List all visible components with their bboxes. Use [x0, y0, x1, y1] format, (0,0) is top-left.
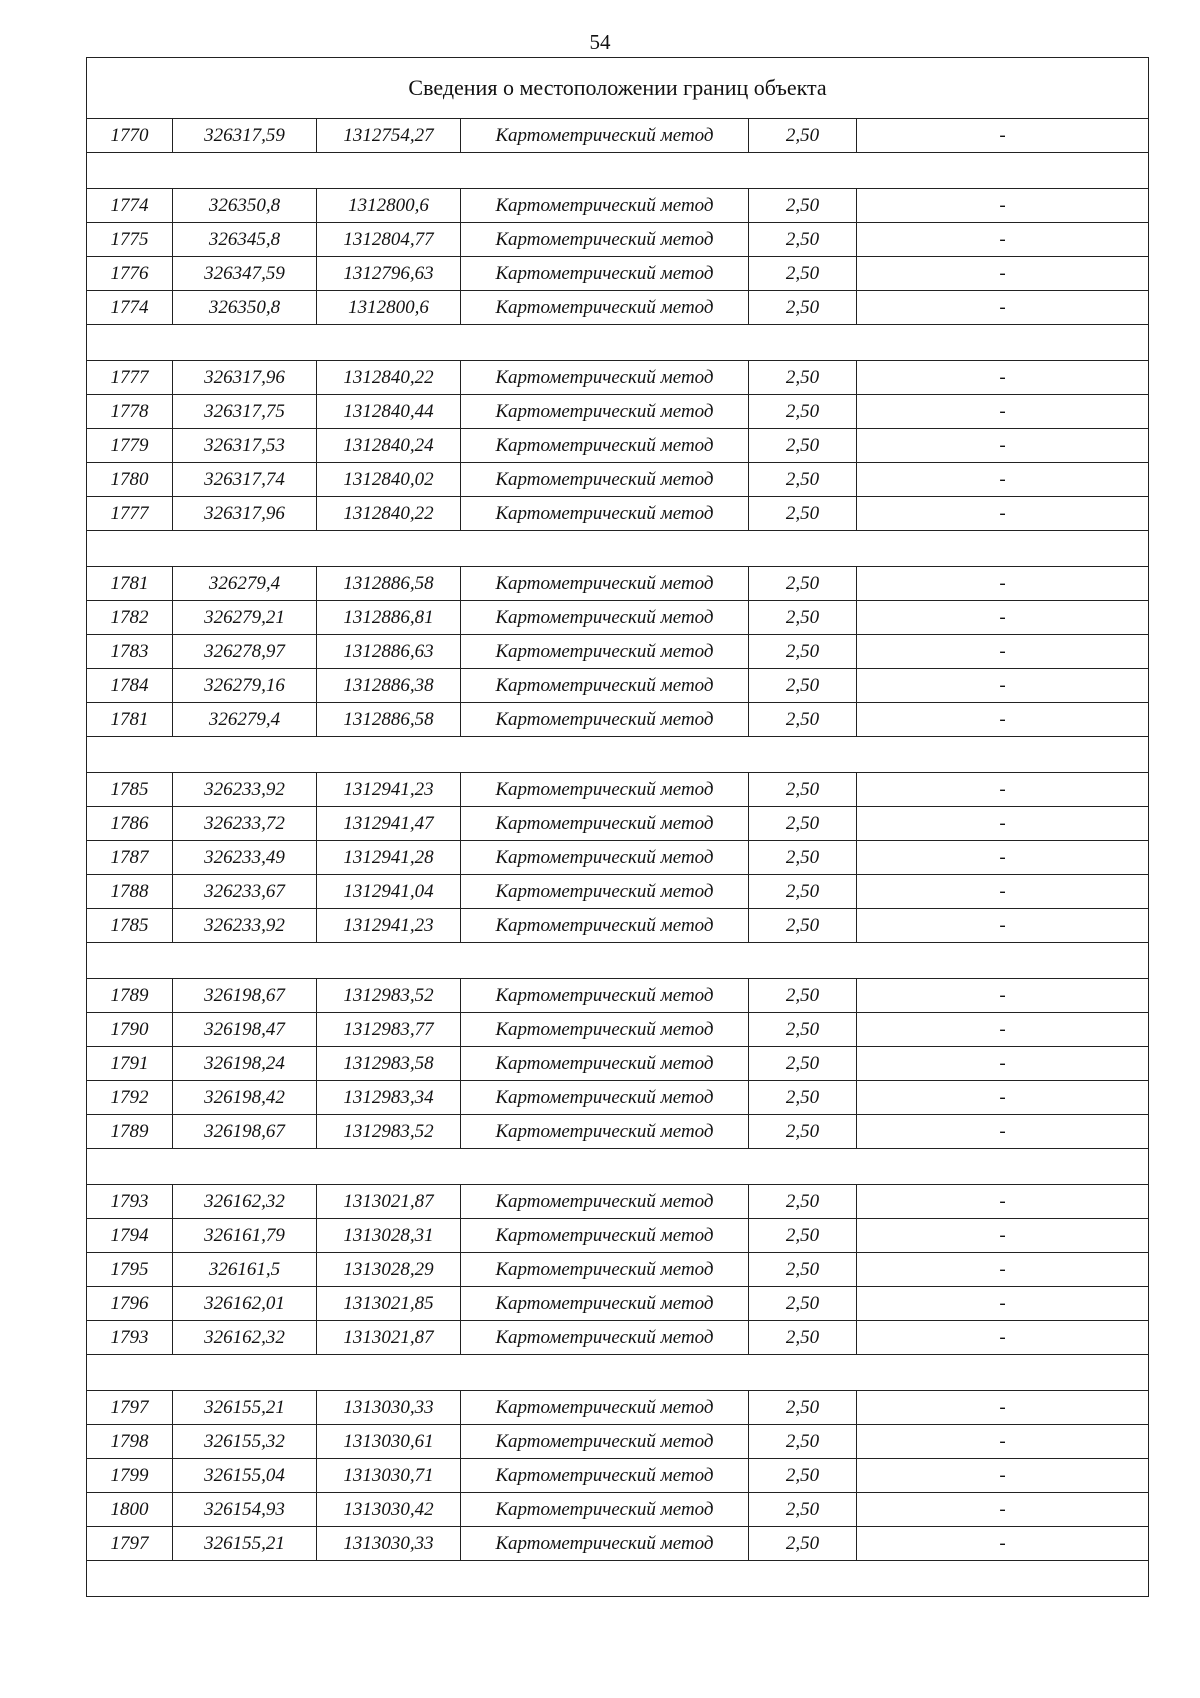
x-coordinate-cell: 326317,53 — [173, 429, 317, 463]
precision-cell: 2,50 — [749, 1253, 857, 1287]
group-separator-row — [87, 1149, 1149, 1185]
method-cell: Картометрический метод — [461, 807, 749, 841]
boundary-coordinates-table — [86, 57, 1149, 1597]
y-coordinate-cell: 1313030,33 — [317, 1391, 461, 1425]
point-number-cell: 1785 — [87, 909, 173, 943]
separator-cell — [87, 153, 1149, 189]
method-cell: Картометрический метод — [461, 497, 749, 531]
method-cell: Картометрический метод — [461, 841, 749, 875]
table-row — [87, 119, 1149, 153]
description-cell: - — [857, 601, 1149, 635]
y-coordinate-cell: 1312983,58 — [317, 1047, 461, 1081]
separator-cell — [87, 737, 1149, 773]
description-cell: - — [857, 463, 1149, 497]
y-coordinate-cell: 1313028,29 — [317, 1253, 461, 1287]
table-row — [87, 1391, 1149, 1425]
table-row — [87, 1493, 1149, 1527]
x-coordinate-cell: 326198,47 — [173, 1013, 317, 1047]
method-cell: Картометрический метод — [461, 257, 749, 291]
method-cell: Картометрический метод — [461, 1321, 749, 1355]
separator-cell — [87, 325, 1149, 361]
y-coordinate-cell: 1313021,87 — [317, 1321, 461, 1355]
y-coordinate-cell: 1312983,52 — [317, 1115, 461, 1149]
precision-cell: 2,50 — [749, 1047, 857, 1081]
precision-cell: 2,50 — [749, 635, 857, 669]
y-coordinate-cell: 1313030,33 — [317, 1527, 461, 1561]
point-number-cell: 1789 — [87, 979, 173, 1013]
separator-cell — [87, 531, 1149, 567]
method-cell: Картометрический метод — [461, 601, 749, 635]
point-number-cell: 1793 — [87, 1185, 173, 1219]
y-coordinate-cell: 1312983,34 — [317, 1081, 461, 1115]
description-cell: - — [857, 395, 1149, 429]
method-cell: Картометрический метод — [461, 1287, 749, 1321]
x-coordinate-cell: 326279,4 — [173, 703, 317, 737]
y-coordinate-cell: 1312886,63 — [317, 635, 461, 669]
method-cell: Картометрический метод — [461, 1219, 749, 1253]
table-row — [87, 1013, 1149, 1047]
x-coordinate-cell: 326347,59 — [173, 257, 317, 291]
description-cell: - — [857, 1391, 1149, 1425]
y-coordinate-cell: 1312840,22 — [317, 497, 461, 531]
group-separator-row — [87, 325, 1149, 361]
x-coordinate-cell: 326279,21 — [173, 601, 317, 635]
y-coordinate-cell: 1313030,61 — [317, 1425, 461, 1459]
precision-cell: 2,50 — [749, 1185, 857, 1219]
x-coordinate-cell: 326198,67 — [173, 1115, 317, 1149]
x-coordinate-cell: 326345,8 — [173, 223, 317, 257]
description-cell: - — [857, 875, 1149, 909]
point-number-cell: 1774 — [87, 291, 173, 325]
precision-cell: 2,50 — [749, 909, 857, 943]
table-row — [87, 291, 1149, 325]
description-cell: - — [857, 119, 1149, 153]
y-coordinate-cell: 1312983,77 — [317, 1013, 461, 1047]
x-coordinate-cell: 326233,67 — [173, 875, 317, 909]
point-number-cell: 1798 — [87, 1425, 173, 1459]
table-row — [87, 773, 1149, 807]
description-cell: - — [857, 1047, 1149, 1081]
point-number-cell: 1786 — [87, 807, 173, 841]
description-cell: - — [857, 1321, 1149, 1355]
x-coordinate-cell: 326317,59 — [173, 119, 317, 153]
description-cell: - — [857, 223, 1149, 257]
x-coordinate-cell: 326198,42 — [173, 1081, 317, 1115]
method-cell: Картометрический метод — [461, 979, 749, 1013]
precision-cell: 2,50 — [749, 1219, 857, 1253]
x-coordinate-cell: 326317,75 — [173, 395, 317, 429]
x-coordinate-cell: 326233,92 — [173, 909, 317, 943]
y-coordinate-cell: 1312840,22 — [317, 361, 461, 395]
point-number-cell: 1777 — [87, 361, 173, 395]
table-row — [87, 189, 1149, 223]
method-cell: Картометрический метод — [461, 567, 749, 601]
table-title-row — [87, 58, 1149, 119]
method-cell: Картометрический метод — [461, 773, 749, 807]
x-coordinate-cell: 326162,01 — [173, 1287, 317, 1321]
table-row — [87, 1527, 1149, 1561]
point-number-cell: 1792 — [87, 1081, 173, 1115]
description-cell: - — [857, 773, 1149, 807]
precision-cell: 2,50 — [749, 395, 857, 429]
description-cell: - — [857, 979, 1149, 1013]
y-coordinate-cell: 1313021,87 — [317, 1185, 461, 1219]
y-coordinate-cell: 1313028,31 — [317, 1219, 461, 1253]
separator-cell — [87, 1149, 1149, 1185]
table-row — [87, 1185, 1149, 1219]
y-coordinate-cell: 1312840,24 — [317, 429, 461, 463]
x-coordinate-cell: 326233,92 — [173, 773, 317, 807]
x-coordinate-cell: 326317,74 — [173, 463, 317, 497]
x-coordinate-cell: 326198,24 — [173, 1047, 317, 1081]
y-coordinate-cell: 1312941,23 — [317, 909, 461, 943]
description-cell: - — [857, 1013, 1149, 1047]
y-coordinate-cell: 1312941,47 — [317, 807, 461, 841]
table-row — [87, 1115, 1149, 1149]
x-coordinate-cell: 326154,93 — [173, 1493, 317, 1527]
point-number-cell: 1770 — [87, 119, 173, 153]
method-cell: Картометрический метод — [461, 1253, 749, 1287]
table-row — [87, 463, 1149, 497]
x-coordinate-cell: 326317,96 — [173, 497, 317, 531]
y-coordinate-cell: 1313030,42 — [317, 1493, 461, 1527]
precision-cell: 2,50 — [749, 497, 857, 531]
table-row — [87, 1321, 1149, 1355]
table-row — [87, 841, 1149, 875]
y-coordinate-cell: 1312840,02 — [317, 463, 461, 497]
x-coordinate-cell: 326155,21 — [173, 1527, 317, 1561]
group-separator-row — [87, 1355, 1149, 1391]
table-row — [87, 909, 1149, 943]
precision-cell: 2,50 — [749, 291, 857, 325]
x-coordinate-cell: 326155,32 — [173, 1425, 317, 1459]
table-row — [87, 979, 1149, 1013]
precision-cell: 2,50 — [749, 189, 857, 223]
method-cell: Картометрический метод — [461, 1391, 749, 1425]
table-row — [87, 703, 1149, 737]
description-cell: - — [857, 497, 1149, 531]
precision-cell: 2,50 — [749, 703, 857, 737]
point-number-cell: 1793 — [87, 1321, 173, 1355]
description-cell: - — [857, 1115, 1149, 1149]
x-coordinate-cell: 326161,79 — [173, 1219, 317, 1253]
description-cell: - — [857, 189, 1149, 223]
point-number-cell: 1795 — [87, 1253, 173, 1287]
table-row — [87, 497, 1149, 531]
table-row — [87, 223, 1149, 257]
precision-cell: 2,50 — [749, 601, 857, 635]
description-cell: - — [857, 703, 1149, 737]
method-cell: Картометрический метод — [461, 1047, 749, 1081]
y-coordinate-cell: 1313021,85 — [317, 1287, 461, 1321]
method-cell: Картометрический метод — [461, 1185, 749, 1219]
table-row — [87, 1253, 1149, 1287]
y-coordinate-cell: 1312983,52 — [317, 979, 461, 1013]
point-number-cell: 1783 — [87, 635, 173, 669]
x-coordinate-cell: 326279,16 — [173, 669, 317, 703]
method-cell: Картометрический метод — [461, 909, 749, 943]
y-coordinate-cell: 1312941,23 — [317, 773, 461, 807]
description-cell: - — [857, 635, 1149, 669]
precision-cell: 2,50 — [749, 1527, 857, 1561]
description-cell: - — [857, 909, 1149, 943]
description-cell: - — [857, 1185, 1149, 1219]
y-coordinate-cell: 1312886,58 — [317, 703, 461, 737]
method-cell: Картометрический метод — [461, 463, 749, 497]
x-coordinate-cell: 326317,96 — [173, 361, 317, 395]
separator-cell — [87, 1355, 1149, 1391]
precision-cell: 2,50 — [749, 1321, 857, 1355]
group-separator-row — [87, 737, 1149, 773]
point-number-cell: 1789 — [87, 1115, 173, 1149]
description-cell: - — [857, 1527, 1149, 1561]
point-number-cell: 1799 — [87, 1459, 173, 1493]
x-coordinate-cell: 326233,72 — [173, 807, 317, 841]
table-row — [87, 669, 1149, 703]
table-row — [87, 1287, 1149, 1321]
table-row — [87, 1219, 1149, 1253]
x-coordinate-cell: 326162,32 — [173, 1321, 317, 1355]
table-title: Сведения о местоположении границ объекта — [87, 58, 1149, 119]
y-coordinate-cell: 1312941,28 — [317, 841, 461, 875]
precision-cell: 2,50 — [749, 807, 857, 841]
y-coordinate-cell: 1312754,27 — [317, 119, 461, 153]
precision-cell: 2,50 — [749, 463, 857, 497]
point-number-cell: 1797 — [87, 1527, 173, 1561]
point-number-cell: 1776 — [87, 257, 173, 291]
precision-cell: 2,50 — [749, 669, 857, 703]
method-cell: Картометрический метод — [461, 1527, 749, 1561]
point-number-cell: 1796 — [87, 1287, 173, 1321]
description-cell: - — [857, 567, 1149, 601]
y-coordinate-cell: 1312796,63 — [317, 257, 461, 291]
point-number-cell: 1788 — [87, 875, 173, 909]
precision-cell: 2,50 — [749, 1425, 857, 1459]
table-row — [87, 567, 1149, 601]
x-coordinate-cell: 326161,5 — [173, 1253, 317, 1287]
method-cell: Картометрический метод — [461, 875, 749, 909]
description-cell: - — [857, 257, 1149, 291]
precision-cell: 2,50 — [749, 841, 857, 875]
precision-cell: 2,50 — [749, 1115, 857, 1149]
y-coordinate-cell: 1312941,04 — [317, 875, 461, 909]
method-cell: Картометрический метод — [461, 1459, 749, 1493]
x-coordinate-cell: 326233,49 — [173, 841, 317, 875]
method-cell: Картометрический метод — [461, 703, 749, 737]
y-coordinate-cell: 1312804,77 — [317, 223, 461, 257]
point-number-cell: 1791 — [87, 1047, 173, 1081]
x-coordinate-cell: 326278,97 — [173, 635, 317, 669]
table-row — [87, 1459, 1149, 1493]
point-number-cell: 1787 — [87, 841, 173, 875]
y-coordinate-cell: 1312886,81 — [317, 601, 461, 635]
y-coordinate-cell: 1313030,71 — [317, 1459, 461, 1493]
y-coordinate-cell: 1312800,6 — [317, 291, 461, 325]
precision-cell: 2,50 — [749, 1081, 857, 1115]
method-cell: Картометрический метод — [461, 1115, 749, 1149]
y-coordinate-cell: 1312800,6 — [317, 189, 461, 223]
x-coordinate-cell: 326350,8 — [173, 291, 317, 325]
point-number-cell: 1794 — [87, 1219, 173, 1253]
description-cell: - — [857, 1459, 1149, 1493]
description-cell: - — [857, 1253, 1149, 1287]
group-separator-row — [87, 153, 1149, 189]
x-coordinate-cell: 326198,67 — [173, 979, 317, 1013]
method-cell: Картометрический метод — [461, 1013, 749, 1047]
table-row — [87, 875, 1149, 909]
method-cell: Картометрический метод — [461, 635, 749, 669]
group-separator-row — [87, 1561, 1149, 1597]
description-cell: - — [857, 669, 1149, 703]
x-coordinate-cell: 326350,8 — [173, 189, 317, 223]
point-number-cell: 1784 — [87, 669, 173, 703]
point-number-cell: 1781 — [87, 567, 173, 601]
point-number-cell: 1797 — [87, 1391, 173, 1425]
point-number-cell: 1778 — [87, 395, 173, 429]
description-cell: - — [857, 1287, 1149, 1321]
page-number: 54 — [589, 30, 611, 54]
description-cell: - — [857, 841, 1149, 875]
y-coordinate-cell: 1312886,38 — [317, 669, 461, 703]
table-row — [87, 807, 1149, 841]
point-number-cell: 1781 — [87, 703, 173, 737]
table-row — [87, 1081, 1149, 1115]
table-row — [87, 395, 1149, 429]
description-cell: - — [857, 1493, 1149, 1527]
y-coordinate-cell: 1312886,58 — [317, 567, 461, 601]
description-cell: - — [857, 291, 1149, 325]
point-number-cell: 1790 — [87, 1013, 173, 1047]
x-coordinate-cell: 326279,4 — [173, 567, 317, 601]
method-cell: Картометрический метод — [461, 223, 749, 257]
method-cell: Картометрический метод — [461, 291, 749, 325]
method-cell: Картометрический метод — [461, 429, 749, 463]
precision-cell: 2,50 — [749, 875, 857, 909]
point-number-cell: 1800 — [87, 1493, 173, 1527]
method-cell: Картометрический метод — [461, 1425, 749, 1459]
x-coordinate-cell: 326155,21 — [173, 1391, 317, 1425]
precision-cell: 2,50 — [749, 773, 857, 807]
precision-cell: 2,50 — [749, 119, 857, 153]
table-row — [87, 257, 1149, 291]
table-row — [87, 601, 1149, 635]
method-cell: Картометрический метод — [461, 119, 749, 153]
point-number-cell: 1780 — [87, 463, 173, 497]
precision-cell: 2,50 — [749, 223, 857, 257]
description-cell: - — [857, 1081, 1149, 1115]
group-separator-row — [87, 531, 1149, 567]
precision-cell: 2,50 — [749, 1493, 857, 1527]
description-cell: - — [857, 429, 1149, 463]
precision-cell: 2,50 — [749, 979, 857, 1013]
point-number-cell: 1785 — [87, 773, 173, 807]
precision-cell: 2,50 — [749, 1287, 857, 1321]
point-number-cell: 1774 — [87, 189, 173, 223]
precision-cell: 2,50 — [749, 361, 857, 395]
method-cell: Картометрический метод — [461, 395, 749, 429]
group-separator-row — [87, 943, 1149, 979]
point-number-cell: 1777 — [87, 497, 173, 531]
method-cell: Картометрический метод — [461, 1081, 749, 1115]
point-number-cell: 1782 — [87, 601, 173, 635]
table-row — [87, 429, 1149, 463]
method-cell: Картометрический метод — [461, 189, 749, 223]
x-coordinate-cell: 326162,32 — [173, 1185, 317, 1219]
method-cell: Картометрический метод — [461, 361, 749, 395]
separator-cell — [87, 1561, 1149, 1597]
description-cell: - — [857, 361, 1149, 395]
point-number-cell: 1779 — [87, 429, 173, 463]
description-cell: - — [857, 807, 1149, 841]
method-cell: Картометрический метод — [461, 669, 749, 703]
precision-cell: 2,50 — [749, 257, 857, 291]
precision-cell: 2,50 — [749, 1459, 857, 1493]
table-row — [87, 1425, 1149, 1459]
description-cell: - — [857, 1425, 1149, 1459]
table-row — [87, 1047, 1149, 1081]
precision-cell: 2,50 — [749, 429, 857, 463]
x-coordinate-cell: 326155,04 — [173, 1459, 317, 1493]
precision-cell: 2,50 — [749, 1013, 857, 1047]
method-cell: Картометрический метод — [461, 1493, 749, 1527]
separator-cell — [87, 943, 1149, 979]
point-number-cell: 1775 — [87, 223, 173, 257]
table-row — [87, 361, 1149, 395]
table-row — [87, 635, 1149, 669]
description-cell: - — [857, 1219, 1149, 1253]
precision-cell: 2,50 — [749, 567, 857, 601]
precision-cell: 2,50 — [749, 1391, 857, 1425]
y-coordinate-cell: 1312840,44 — [317, 395, 461, 429]
